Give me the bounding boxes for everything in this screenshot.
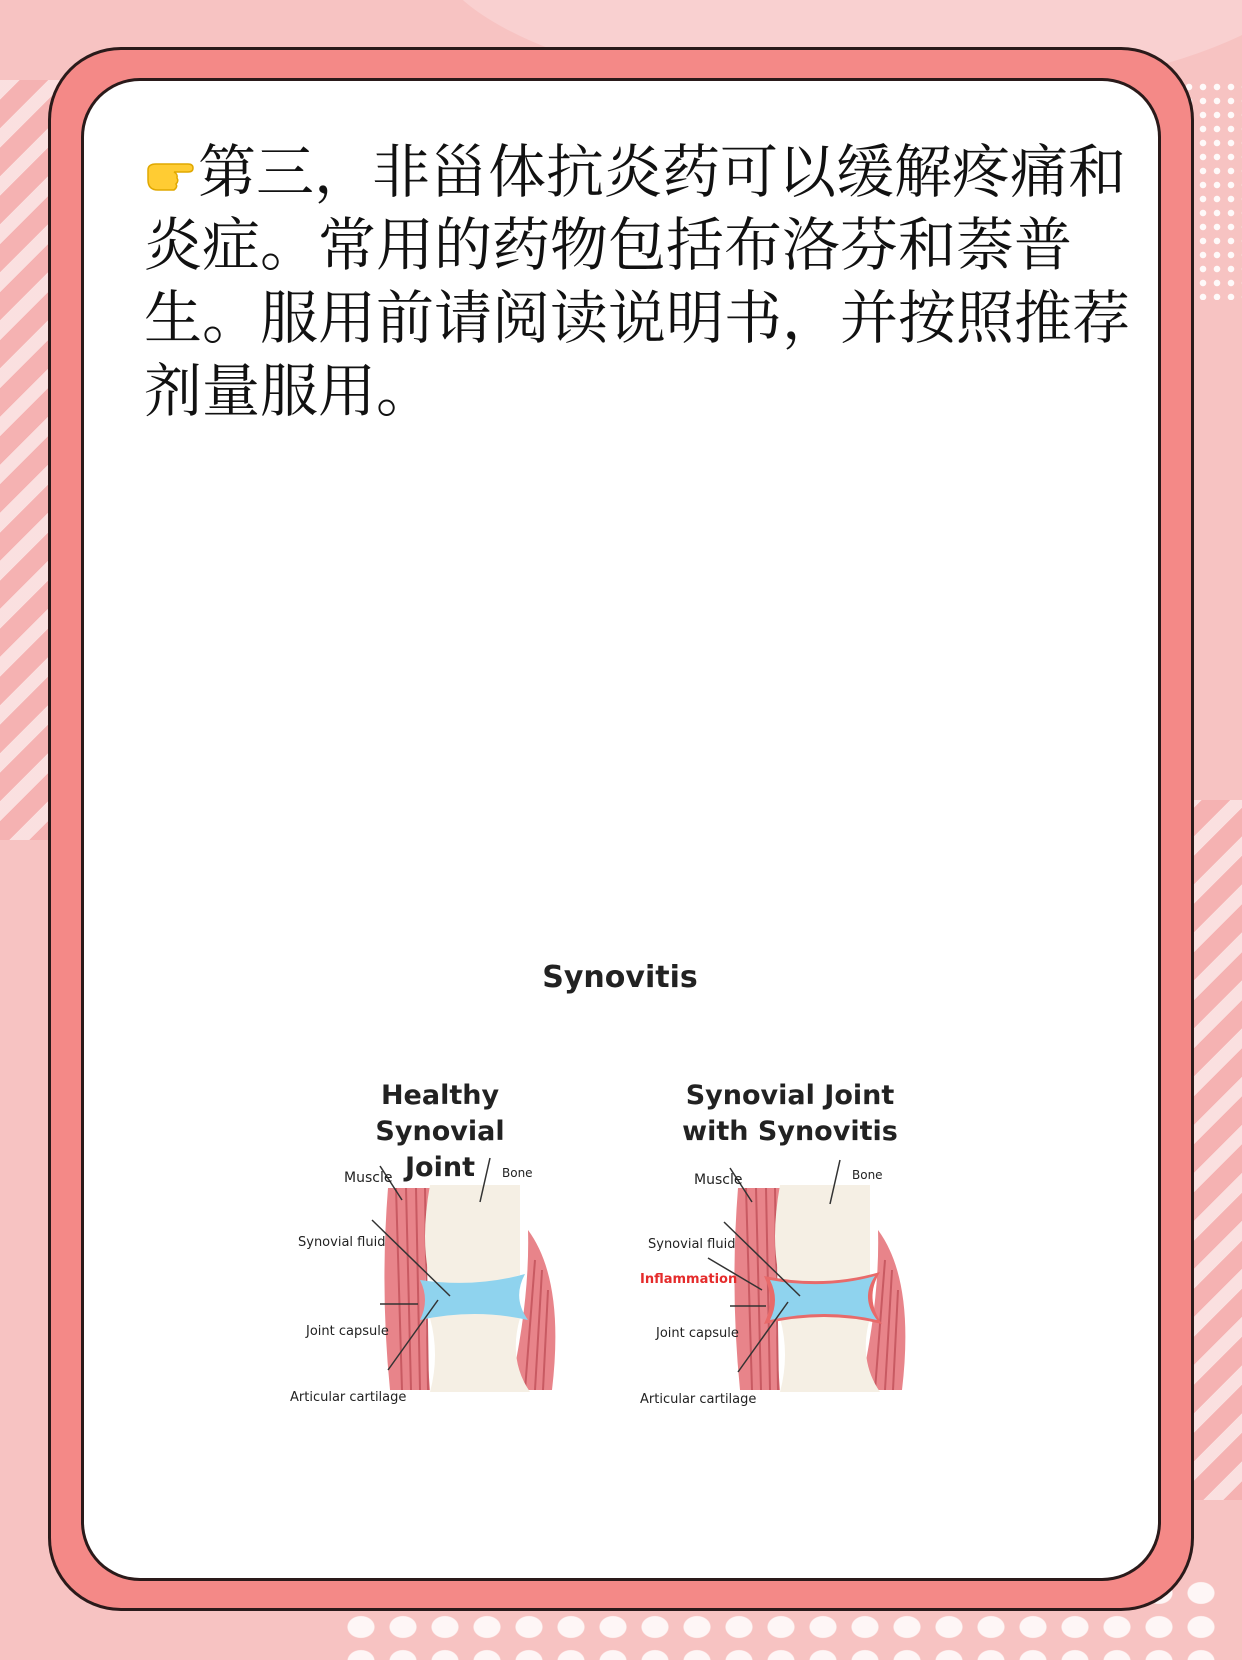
- healthy-heading-line1: Healthy Synovial: [375, 1080, 505, 1147]
- background-stripes-right: [1182, 800, 1242, 1500]
- label-joint-capsule-left: Joint capsule: [306, 1324, 389, 1339]
- synovitis-heading-line2: with Synovitis: [682, 1116, 898, 1147]
- paragraph-text: 第三，非甾体抗炎药可以缓解疼痛和炎症。常用的药物包括布洛芬和萘普生。服用前请阅读说明书，并按照推荐剂量服用。: [144, 138, 1131, 425]
- label-inflammation: Inflammation: [640, 1272, 738, 1287]
- diagram-title: Synovitis: [542, 960, 698, 995]
- label-articular-cartilage-right: Articular cartilage: [640, 1392, 757, 1407]
- background-dots-right: [1182, 80, 1242, 300]
- joint-illustrations: [280, 970, 960, 1490]
- label-bone-left: Bone: [502, 1166, 533, 1180]
- synovitis-joint-heading: [675, 1078, 905, 1150]
- label-joint-capsule-right: Joint capsule: [656, 1326, 739, 1341]
- healthy-heading-line2: Joint: [405, 1152, 475, 1183]
- synovitis-joint-illustration: [708, 1160, 905, 1392]
- synovitis-heading-line1: Synovial Joint: [685, 1080, 895, 1111]
- label-muscle-right: Muscle: [694, 1172, 743, 1188]
- label-synovial-fluid-left: Synovial fluid: [298, 1235, 386, 1250]
- label-synovial-fluid-right: Synovial fluid: [648, 1237, 736, 1252]
- main-paragraph: [144, 136, 1134, 428]
- pointing-hand-icon: [144, 140, 194, 182]
- label-muscle-left: Muscle: [344, 1170, 393, 1186]
- synovitis-diagram: [280, 960, 960, 1490]
- label-articular-cartilage-left: Articular cartilage: [290, 1390, 407, 1405]
- healthy-joint-illustration: [372, 1158, 555, 1392]
- label-bone-right: Bone: [852, 1168, 883, 1182]
